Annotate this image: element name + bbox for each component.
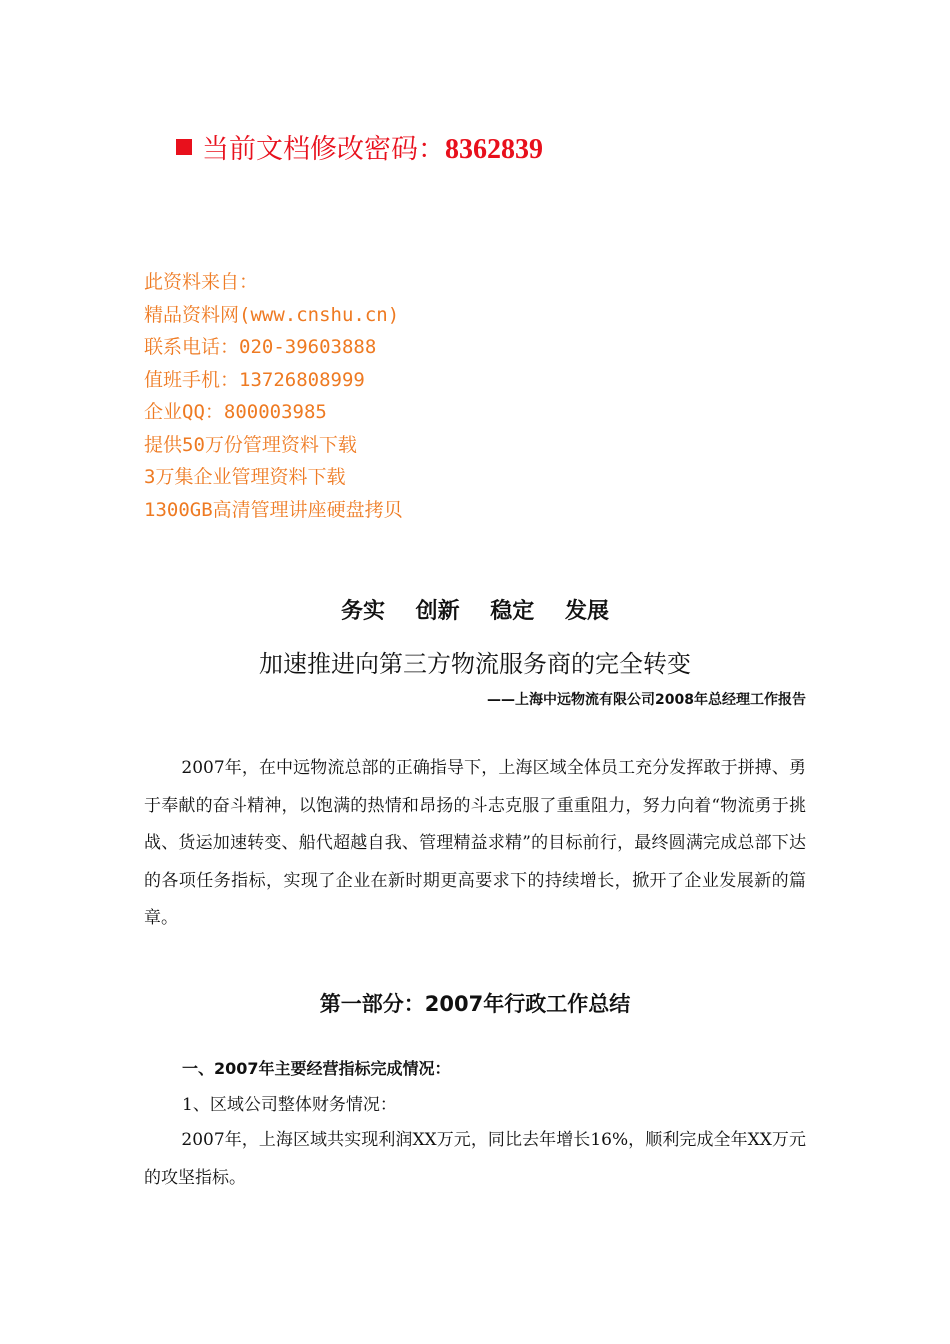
password-notice <box>176 130 543 170</box>
password-label: 当前文档修改密码： <box>202 134 445 165</box>
profit-paragraph: 2007年，上海区域共实现利润XX万元，同比去年增长16%，顺利完成全年XX万元的攻坚指标。 <box>144 1130 806 1188</box>
source-line: 企业QQ：800003985 <box>144 401 327 423</box>
report-motto: 务实 创新 稳定 发展 <box>341 599 609 624</box>
report-title: 加速推进向第三方物流服务商的完全转变 <box>259 650 691 678</box>
intro-paragraph: 2007年，在中远物流总部的正确指导下，上海区域全体员工充分发挥敢于拼搏、勇于奉献的奋斗精神，以饱满的热情和昂扬的斗志克服了重重阻力，努力向着“物流勇于挑战、货运加速转变、船代超越自我、管理精益求精”的目标前行，最终圆满完成总部下达的各项任务指标，实现了企业在新时期更高要求下的持续增长，掀开了企业发展新的篇章。 <box>144 758 806 928</box>
square-bullet-icon <box>176 139 192 155</box>
source-line: 3万集企业管理资料下载 <box>144 466 346 488</box>
source-line: 提供50万份管理资料下载 <box>144 433 357 456</box>
password-code: 8362839 <box>445 134 543 165</box>
source-line: 精品资料网(www.cnshu.cn) <box>144 303 400 326</box>
section-title: 第一部分：2007年行政工作总结 <box>319 992 631 1016</box>
source-info-block <box>144 266 403 526</box>
source-line: 1300GB高清管理讲座硬盘拷贝 <box>144 498 403 521</box>
source-line: 联系电话：020-39603888 <box>144 336 377 358</box>
source-line: 值班手机：13726808999 <box>144 368 365 391</box>
source-line: 此资料来自： <box>144 271 259 293</box>
section-heading: 一、2007年主要经营指标完成情况： <box>182 1059 451 1078</box>
report-subtitle: ——上海中远物流有限公司2008年总经理工作报告 <box>487 692 806 708</box>
list-item: 1、区域公司整体财务情况： <box>182 1095 397 1115</box>
